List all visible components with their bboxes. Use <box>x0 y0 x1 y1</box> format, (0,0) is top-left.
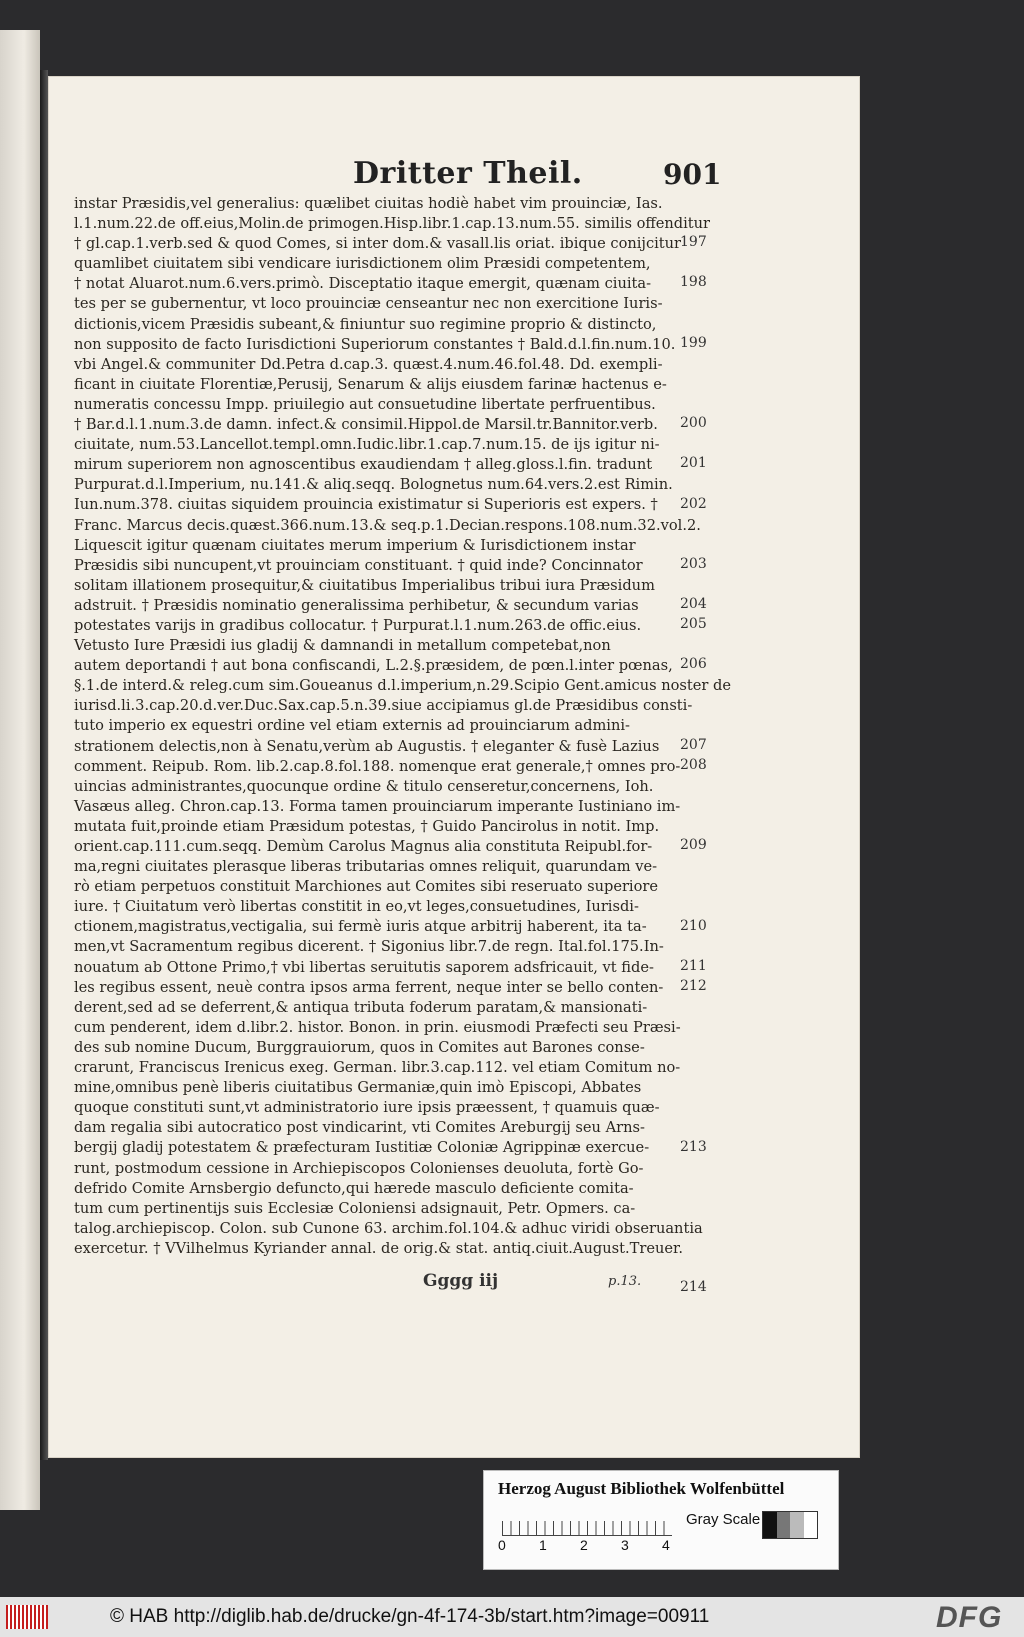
text-line: dictionis,vicem Præsidis subeant,& finiuntur suo regimine proprio & distincto, <box>74 315 657 333</box>
ruler-number: 2 <box>580 1537 588 1553</box>
page-header <box>303 156 723 196</box>
margin-note-number: 207 <box>680 736 707 753</box>
gray-swatch <box>804 1512 818 1538</box>
text-line: solitam illationem prosequitur,& ciuitatibus Imperialibus tribui iura Præsidum <box>74 576 655 594</box>
text-line: instar Præsidis,vel generalius: quælibet ciuitas hodiè habet vim prouinciæ, Ias. <box>74 195 663 212</box>
text-line: cum penderent, idem d.libr.2. histor. Bonon. in prin. eiusmodi Præfecti seu Præsi- <box>74 1018 681 1036</box>
margin-note-number: 200 <box>680 415 707 432</box>
text-line: Liquescit igitur quænam ciuitates merum imperium & Iurisdictionem instar <box>74 536 636 554</box>
margin-note-number: 209 <box>680 837 707 854</box>
text-line: strationem delectis,non à Senatu,verùm ab Augustis. † eleganter & fusè Lazius <box>74 737 660 755</box>
text-line: rò etiam perpetuos constituit Marchiones aut Comites sibi reseruato superiore <box>74 878 658 896</box>
text-line: Iun.num.378. ciuitas siquidem prouincia existimatur si Superioris est expers. † <box>74 496 658 514</box>
text-line: uincias administrantes,quocunque ordine & titulo censeretur,concernens, Ioh. <box>74 777 654 795</box>
text-line: orient.cap.111.cum.seqq. Demùm Carolus Magnus alia constituta Reipubl.for- <box>74 838 653 855</box>
margin-note-number: 213 <box>680 1138 707 1155</box>
text-line: runt, postmodum cessione in Archiepiscopos Colonienses deuoluta, fortè Go- <box>74 1159 644 1177</box>
gray-swatch <box>777 1512 791 1538</box>
text-line: derent,sed ad se deferrent,& antiqua tributa foderum paratam,& mansionati- <box>74 998 648 1016</box>
ruler-number: 3 <box>621 1537 629 1553</box>
margin-note-number: 205 <box>680 616 707 633</box>
text-line: Vasæus alleg. Chron.cap.13. Forma tamen prouinciarum imperante Iustiniano im- <box>74 797 681 815</box>
gray-swatch <box>790 1512 804 1538</box>
text-line: tuto imperio ex equestri ordine vel etiam externis ad prouinciarum admini- <box>74 717 630 735</box>
text-line: Vetusto Iure Præsidi ius gladij & damnandi in metallum competebat,non <box>74 637 611 655</box>
text-line: ficant in ciuitate Florentiæ,Perusij, Senarum & alijs eiusdem farinæ hactenus e- <box>74 375 667 393</box>
margin-notes <box>680 194 740 1394</box>
book-page <box>48 76 860 1458</box>
margin-note-number: 201 <box>680 455 707 472</box>
text-line: dam regalia sibi autocratico post vindicarint, vti Comites Areburgij seu Arns- <box>74 1119 645 1137</box>
text-line: defrido Comite Arnsbergio defuncto,qui hærede masculo deficiente comita- <box>74 1179 634 1197</box>
text-line: les regibus essent, neuè contra ipsos arma ferrent, neque inter se bello conten- <box>74 978 664 996</box>
margin-note-number: 197 <box>680 234 707 251</box>
text-line: autem deportandi † aut bona confiscandi, L.2.§.præsidem, de pœn.l.inter pœnas, <box>74 657 673 675</box>
text-line: men,vt Sacramentum regibus dicerent. † Sigonius libr.7.de regn. Ital.fol.175.In- <box>74 938 664 956</box>
margin-note-number: 210 <box>680 917 707 934</box>
text-line: † Bar.d.l.1.num.3.de damn. infect.& consimil.Hippol.de Marsil.tr.Bannitor.verb. <box>74 416 658 434</box>
ruler-number: 4 <box>662 1537 670 1553</box>
text-line: nouatum ab Ottone Primo,† vbi libertas seruitutis saporem adsfricauit, vt fide- <box>74 958 654 976</box>
running-head: Dritter Theil. <box>353 156 583 191</box>
text-line: Præsidis sibi nuncupent,vt prouinciam constituant. † quid inde? Concinnator <box>74 556 643 574</box>
margin-note-number: 214 <box>680 1279 707 1296</box>
text-line: ciuitate, num.53.Lancellot.templ.omn.Iudic.libr.1.cap.7.num.15. de ijs igitur ni- <box>74 436 660 454</box>
text-line: ma,regni ciuitates plerasque liberas tributarias omnes reliquit, quarundam ve- <box>74 858 658 876</box>
text-line: non supposito de facto Iurisdictioni Superiorum constantes † Bald.d.l.fin.num.10. <box>74 335 676 353</box>
text-line: iurisd.li.3.cap.20.d.ver.Duc.Sax.cap.5.n.39.siue accipiamus gl.de Præsidibus consti- <box>74 697 693 715</box>
text-line: potestates varijs in gradibus collocatur. † Purpurat.l.1.num.263.de offic.eius. <box>74 616 642 634</box>
text-line: Purpurat.d.l.Imperium, nu.141.& aliq.seqq. Bolognetus num.64.vers.2.est Rimin. <box>74 476 673 494</box>
text-line: des sub nomine Ducum, Burggrauiorum, quos in Comites aut Barones conse- <box>74 1038 645 1056</box>
text-line: mutata fuit,proinde etiam Præsidum potestas, † Guido Pancirolus in notit. Imp. <box>74 817 660 835</box>
book-gutter <box>40 70 48 1460</box>
text-line: tes per se gubernentur, vt loco prouinciæ censeantur nec non exercitione Iuris- <box>74 295 663 313</box>
page-number: 901 <box>663 158 722 191</box>
text-line: adstruit. † Præsidis nominatio generalissima perhibetur, & secundum varias <box>74 596 639 614</box>
text-line: quamlibet ciuitatem sibi vendicare iurisdictionem olim Præsidi competentem, <box>74 255 651 273</box>
gray-scale-swatches <box>762 1511 818 1539</box>
margin-note-number: 199 <box>680 334 707 351</box>
margin-note-number: 203 <box>680 555 707 572</box>
text-line: talog.archiepiscop. Colon. sub Cunone 63. archim.fol.104.& adhuc viridi obseruantia <box>74 1219 703 1237</box>
text-line: mirum superiorem non agnoscentibus exaudiendam † alleg.gloss.l.fin. tradunt <box>74 456 653 474</box>
text-line: ctionem,magistratus,vectigalia, sui fermè iuris atque arbitrij haberent, ita ta- <box>74 918 647 936</box>
barcode-icon <box>6 1605 48 1629</box>
text-line: Franc. Marcus decis.quæst.366.num.13.& seq.p.1.Decian.respons.108.num.32.vol.2. <box>74 516 701 534</box>
footer-bar <box>0 1597 1024 1637</box>
text-line: comment. Reipub. Rom. lib.2.cap.8.fol.188. nomenque erat generale,† omnes pro- <box>74 757 681 775</box>
text-line: † gl.cap.1.verb.sed & quod Comes, si inter dom.& vasall.lis oriat. ibique conijcitur <box>74 235 682 253</box>
text-line: l.1.num.22.de off.eius,Molin.de primogen.Hisp.libr.1.cap.13.num.55. similis offenditur <box>74 215 711 233</box>
text-line: † notat Aluarot.num.6.vers.primò. Disceptatio itaque emergit, quænam ciuita- <box>74 275 652 293</box>
footer-link[interactable]: © HAB http://diglib.hab.de/drucke/gn-4f-174-3b/start.htm?image=00911 <box>110 1606 710 1627</box>
margin-note-number: 202 <box>680 495 707 512</box>
text-line: vbi Angel.& communiter Dd.Petra d.cap.3. quæst.4.num.46.fol.48. Dd. exempli- <box>74 355 663 373</box>
text-line: crarunt, Franciscus Irenicus exeg. German. libr.3.cap.112. vel etiam Comitum no- <box>74 1059 681 1077</box>
margin-note-number: 208 <box>680 756 707 773</box>
text-line: tum cum pertinentijs suis Ecclesiæ Coloniensi adsignauit, Petr. Opmers. ca- <box>74 1199 636 1217</box>
signature-mark: Gggg iij <box>423 1271 499 1291</box>
margin-note-number: 211 <box>680 957 707 974</box>
text-line: mine,omnibus penè liberis ciuitatibus Germaniæ,quin imò Episcopi, Abbates <box>74 1079 642 1097</box>
text-line: exercetur. † VVilhelmus Kyriander annal. de orig.& stat. antiq.ciuit.August.Treuer. <box>74 1239 684 1257</box>
dfg-logo: DFG <box>936 1601 1003 1634</box>
library-name: Herzog August Bibliothek Wolfenbüttel <box>498 1479 785 1498</box>
text-line: iure. † Ciuitatum verò libertas constitit in eo,vt leges,consuetudines, Iurisdi- <box>74 898 639 916</box>
text-line: quoque constituti sunt,vt administratorio iure ipsis præessent, † quamuis quæ- <box>74 1099 660 1117</box>
ruler-number: 1 <box>539 1537 547 1553</box>
text-line: §.1.de interd.& releg.cum sim.Goueanus d.l.imperium,n.29.Scipio Gent.amicus noster de <box>74 677 732 695</box>
adjacent-page-edge <box>0 30 40 1510</box>
margin-note-number: 206 <box>680 656 707 673</box>
margin-note-number: 212 <box>680 977 707 994</box>
text-line: numeratis concessu Impp. priuilegio aut consuetudine libertate perfruentibus. <box>74 395 656 413</box>
text-line: bergij gladij potestatem & præfecturam Iustitiæ Coloniæ Agrippinæ exercue- <box>74 1139 650 1157</box>
catchword: p.13. <box>608 1274 642 1289</box>
color-scale-card <box>483 1470 839 1570</box>
gray-swatch <box>763 1512 777 1538</box>
margin-note-number: 204 <box>680 596 707 612</box>
margin-note-number: 198 <box>680 274 707 291</box>
ruler-scale <box>502 1509 672 1536</box>
ruler-number: 0 <box>498 1537 506 1553</box>
gray-scale-label: Gray Scale <box>686 1511 761 1528</box>
